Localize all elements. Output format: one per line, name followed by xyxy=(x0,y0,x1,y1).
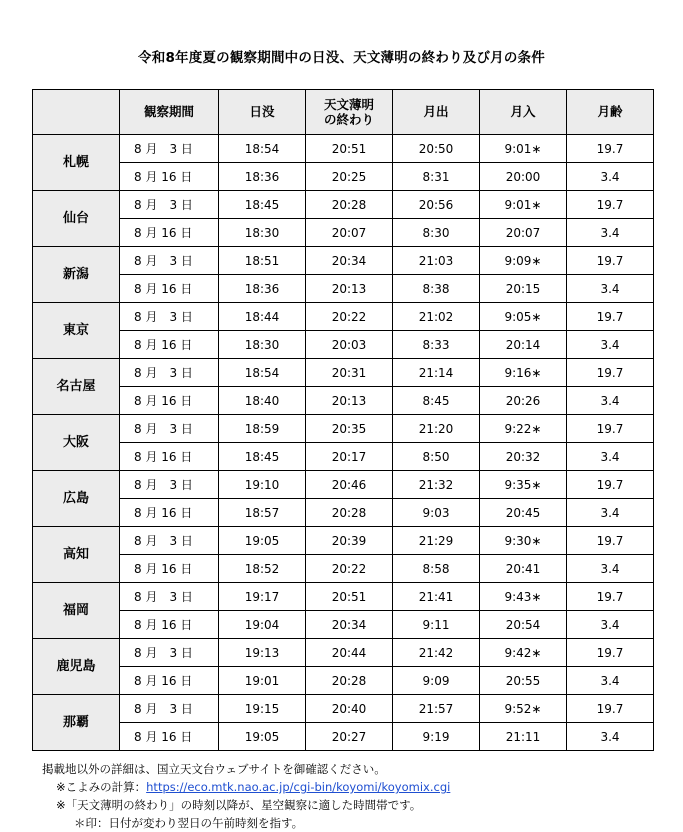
cell-twilight: 20:22 xyxy=(306,555,393,583)
cell-date: 8 月 16 日 xyxy=(120,443,219,471)
cell-date: 8 月 16 日 xyxy=(120,723,219,751)
cell-moonrise: 20:56 xyxy=(393,191,480,219)
cell-moonrise: 20:50 xyxy=(393,135,480,163)
cell-date: 8 月 16 日 xyxy=(120,219,219,247)
cell-age: 19.7 xyxy=(567,359,654,387)
cell-date: 8 月 3 日 xyxy=(120,247,219,275)
cell-moonset: 9:01∗ xyxy=(480,135,567,163)
table-row xyxy=(33,247,654,275)
cell-date: 8 月 16 日 xyxy=(120,387,219,415)
cell-age: 3.4 xyxy=(567,499,654,527)
cell-date: 8 月 16 日 xyxy=(120,275,219,303)
cell-twilight: 20:22 xyxy=(306,303,393,331)
cell-age: 3.4 xyxy=(567,331,654,359)
cell-moonset: 9:16∗ xyxy=(480,359,567,387)
cell-date: 8 月 3 日 xyxy=(120,191,219,219)
table-header-row xyxy=(33,90,654,135)
header-twilight xyxy=(306,90,393,135)
cell-date: 8 月 16 日 xyxy=(120,667,219,695)
cell-date: 8 月 16 日 xyxy=(120,555,219,583)
cell-age: 19.7 xyxy=(567,191,654,219)
cell-twilight: 20:28 xyxy=(306,191,393,219)
cell-sunset: 18:52 xyxy=(219,555,306,583)
table-row xyxy=(33,219,654,247)
cell-twilight: 20:17 xyxy=(306,443,393,471)
cell-moonset: 20:07 xyxy=(480,219,567,247)
cell-moonrise: 21:57 xyxy=(393,695,480,723)
city-name: 仙台 xyxy=(33,191,120,247)
cell-moonrise: 21:41 xyxy=(393,583,480,611)
cell-moonset: 20:41 xyxy=(480,555,567,583)
cell-sunset: 19:13 xyxy=(219,639,306,667)
cell-sunset: 18:36 xyxy=(219,275,306,303)
cell-moonset: 20:26 xyxy=(480,387,567,415)
cell-sunset: 19:15 xyxy=(219,695,306,723)
cell-age: 19.7 xyxy=(567,415,654,443)
cell-sunset: 18:45 xyxy=(219,191,306,219)
cell-moonrise: 21:02 xyxy=(393,303,480,331)
table-row xyxy=(33,163,654,191)
cell-date: 8 月 3 日 xyxy=(120,303,219,331)
cell-moonrise: 8:45 xyxy=(393,387,480,415)
cell-twilight: 20:51 xyxy=(306,583,393,611)
cell-age: 3.4 xyxy=(567,667,654,695)
city-name: 高知 xyxy=(33,527,120,583)
city-name: 札幌 xyxy=(33,135,120,191)
table-row xyxy=(33,331,654,359)
table-row xyxy=(33,695,654,723)
cell-moonrise: 8:30 xyxy=(393,219,480,247)
cell-date: 8 月 3 日 xyxy=(120,527,219,555)
cell-sunset: 19:01 xyxy=(219,667,306,695)
cell-date: 8 月 16 日 xyxy=(120,611,219,639)
cell-moonrise: 21:03 xyxy=(393,247,480,275)
cell-date: 8 月 16 日 xyxy=(120,499,219,527)
table-row xyxy=(33,583,654,611)
cell-moonrise: 9:09 xyxy=(393,667,480,695)
cell-moonset: 9:01∗ xyxy=(480,191,567,219)
footnote-calc xyxy=(42,778,450,796)
table-row xyxy=(33,303,654,331)
cell-moonset: 20:15 xyxy=(480,275,567,303)
cell-sunset: 18:30 xyxy=(219,331,306,359)
city-name: 鹿児島 xyxy=(33,639,120,695)
cell-sunset: 18:54 xyxy=(219,359,306,387)
cell-moonset: 9:05∗ xyxy=(480,303,567,331)
header-twilight-line2: の終わり xyxy=(323,112,374,127)
city-name: 那覇 xyxy=(33,695,120,751)
cell-sunset: 19:04 xyxy=(219,611,306,639)
table-row xyxy=(33,471,654,499)
table-row xyxy=(33,415,654,443)
table-row xyxy=(33,639,654,667)
header-moonrise: 月出 xyxy=(393,90,480,135)
cell-sunset: 19:10 xyxy=(219,471,306,499)
cell-moonrise: 21:32 xyxy=(393,471,480,499)
cell-twilight: 20:39 xyxy=(306,527,393,555)
cell-moonset: 9:42∗ xyxy=(480,639,567,667)
cell-sunset: 18:45 xyxy=(219,443,306,471)
cell-sunset: 18:59 xyxy=(219,415,306,443)
cell-age: 3.4 xyxy=(567,275,654,303)
cell-moonset: 20:14 xyxy=(480,331,567,359)
cell-age: 19.7 xyxy=(567,247,654,275)
cell-moonset: 20:32 xyxy=(480,443,567,471)
city-name: 福岡 xyxy=(33,583,120,639)
table-row xyxy=(33,387,654,415)
footnotes xyxy=(42,760,450,832)
cell-moonrise: 9:03 xyxy=(393,499,480,527)
cell-date: 8 月 16 日 xyxy=(120,163,219,191)
cell-moonrise: 8:38 xyxy=(393,275,480,303)
cell-sunset: 18:57 xyxy=(219,499,306,527)
cell-sunset: 18:36 xyxy=(219,163,306,191)
cell-twilight: 20:03 xyxy=(306,331,393,359)
cell-moonset: 20:45 xyxy=(480,499,567,527)
cell-sunset: 19:05 xyxy=(219,723,306,751)
cell-twilight: 20:13 xyxy=(306,387,393,415)
table-row xyxy=(33,443,654,471)
cell-sunset: 18:54 xyxy=(219,135,306,163)
cell-age: 3.4 xyxy=(567,219,654,247)
cell-age: 3.4 xyxy=(567,723,654,751)
table-row xyxy=(33,667,654,695)
cell-moonset: 9:52∗ xyxy=(480,695,567,723)
cell-twilight: 20:31 xyxy=(306,359,393,387)
cell-twilight: 20:46 xyxy=(306,471,393,499)
cell-moonrise: 21:14 xyxy=(393,359,480,387)
cell-date: 8 月 16 日 xyxy=(120,331,219,359)
cell-moonrise: 9:19 xyxy=(393,723,480,751)
table-row xyxy=(33,191,654,219)
cell-twilight: 20:34 xyxy=(306,611,393,639)
table-row xyxy=(33,723,654,751)
cell-moonrise: 8:33 xyxy=(393,331,480,359)
header-blank-cell xyxy=(33,90,120,135)
table-row xyxy=(33,527,654,555)
cell-sunset: 18:44 xyxy=(219,303,306,331)
cell-moonset: 20:00 xyxy=(480,163,567,191)
header-twilight-line1: 天文薄明 xyxy=(323,97,374,112)
cell-sunset: 18:40 xyxy=(219,387,306,415)
cell-date: 8 月 3 日 xyxy=(120,695,219,723)
cell-sunset: 18:51 xyxy=(219,247,306,275)
table-row xyxy=(33,135,654,163)
cell-age: 19.7 xyxy=(567,135,654,163)
cell-moonset: 9:22∗ xyxy=(480,415,567,443)
table-row xyxy=(33,499,654,527)
cell-age: 3.4 xyxy=(567,555,654,583)
cell-sunset: 19:05 xyxy=(219,527,306,555)
cell-date: 8 月 3 日 xyxy=(120,471,219,499)
koyomi-link[interactable]: https://eco.mtk.nao.ac.jp/cgi-bin/koyomi/koyomix.cgi xyxy=(146,780,451,794)
cell-sunset: 19:17 xyxy=(219,583,306,611)
cell-twilight: 20:44 xyxy=(306,639,393,667)
cell-twilight: 20:51 xyxy=(306,135,393,163)
cell-twilight: 20:28 xyxy=(306,499,393,527)
cell-age: 3.4 xyxy=(567,163,654,191)
cell-date: 8 月 3 日 xyxy=(120,583,219,611)
cell-twilight: 20:40 xyxy=(306,695,393,723)
cell-age: 19.7 xyxy=(567,471,654,499)
cell-moonrise: 9:11 xyxy=(393,611,480,639)
cell-twilight: 20:25 xyxy=(306,163,393,191)
cell-date: 8 月 3 日 xyxy=(120,639,219,667)
cell-moonrise: 8:58 xyxy=(393,555,480,583)
cell-date: 8 月 3 日 xyxy=(120,415,219,443)
footnote-twilight: ※「天文薄明の終わり」の時刻以降が、星空観察に適した時間帯です。 xyxy=(56,798,422,812)
cell-twilight: 20:28 xyxy=(306,667,393,695)
footnote-details: 掲載地以外の詳細は、国立天文台ウェブサイトを御確認ください。 xyxy=(42,762,386,776)
cell-moonset: 21:11 xyxy=(480,723,567,751)
footnote-asterisk: ＊印：日付が変わり翌日の午前時刻を指す。 xyxy=(74,816,304,830)
cell-date: 8 月 3 日 xyxy=(120,135,219,163)
cell-moonrise: 8:31 xyxy=(393,163,480,191)
cell-moonset: 9:09∗ xyxy=(480,247,567,275)
cell-twilight: 20:07 xyxy=(306,219,393,247)
city-name: 東京 xyxy=(33,303,120,359)
cell-moonset: 20:54 xyxy=(480,611,567,639)
table-row xyxy=(33,555,654,583)
cell-twilight: 20:13 xyxy=(306,275,393,303)
observation-table xyxy=(32,89,654,751)
header-sunset: 日没 xyxy=(219,90,306,135)
header-moon-age: 月齢 xyxy=(567,90,654,135)
cell-moonset: 20:55 xyxy=(480,667,567,695)
cell-moonset: 9:43∗ xyxy=(480,583,567,611)
table-body xyxy=(33,135,654,751)
city-name: 名古屋 xyxy=(33,359,120,415)
header-period: 観察期間 xyxy=(120,90,219,135)
cell-age: 19.7 xyxy=(567,639,654,667)
cell-age: 3.4 xyxy=(567,443,654,471)
cell-sunset: 18:30 xyxy=(219,219,306,247)
table-row xyxy=(33,275,654,303)
cell-age: 19.7 xyxy=(567,695,654,723)
cell-moonrise: 21:20 xyxy=(393,415,480,443)
cell-twilight: 20:34 xyxy=(306,247,393,275)
cell-age: 3.4 xyxy=(567,611,654,639)
table-row xyxy=(33,611,654,639)
city-name: 新潟 xyxy=(33,247,120,303)
cell-age: 19.7 xyxy=(567,583,654,611)
cell-moonrise: 8:50 xyxy=(393,443,480,471)
table-row xyxy=(33,359,654,387)
cell-twilight: 20:27 xyxy=(306,723,393,751)
city-name: 大阪 xyxy=(33,415,120,471)
cell-date: 8 月 3 日 xyxy=(120,359,219,387)
cell-age: 19.7 xyxy=(567,303,654,331)
cell-moonrise: 21:29 xyxy=(393,527,480,555)
cell-moonrise: 21:42 xyxy=(393,639,480,667)
cell-age: 19.7 xyxy=(567,527,654,555)
cell-moonset: 9:35∗ xyxy=(480,471,567,499)
footnote-calc-label: ※こよみの計算： xyxy=(56,780,147,794)
cell-moonset: 9:30∗ xyxy=(480,527,567,555)
cell-twilight: 20:35 xyxy=(306,415,393,443)
cell-age: 3.4 xyxy=(567,387,654,415)
header-moonset: 月入 xyxy=(480,90,567,135)
page-title: 令和8年度夏の観察期間中の日没、天文薄明の終わり及び月の条件 xyxy=(138,50,545,66)
city-name: 広島 xyxy=(33,471,120,527)
